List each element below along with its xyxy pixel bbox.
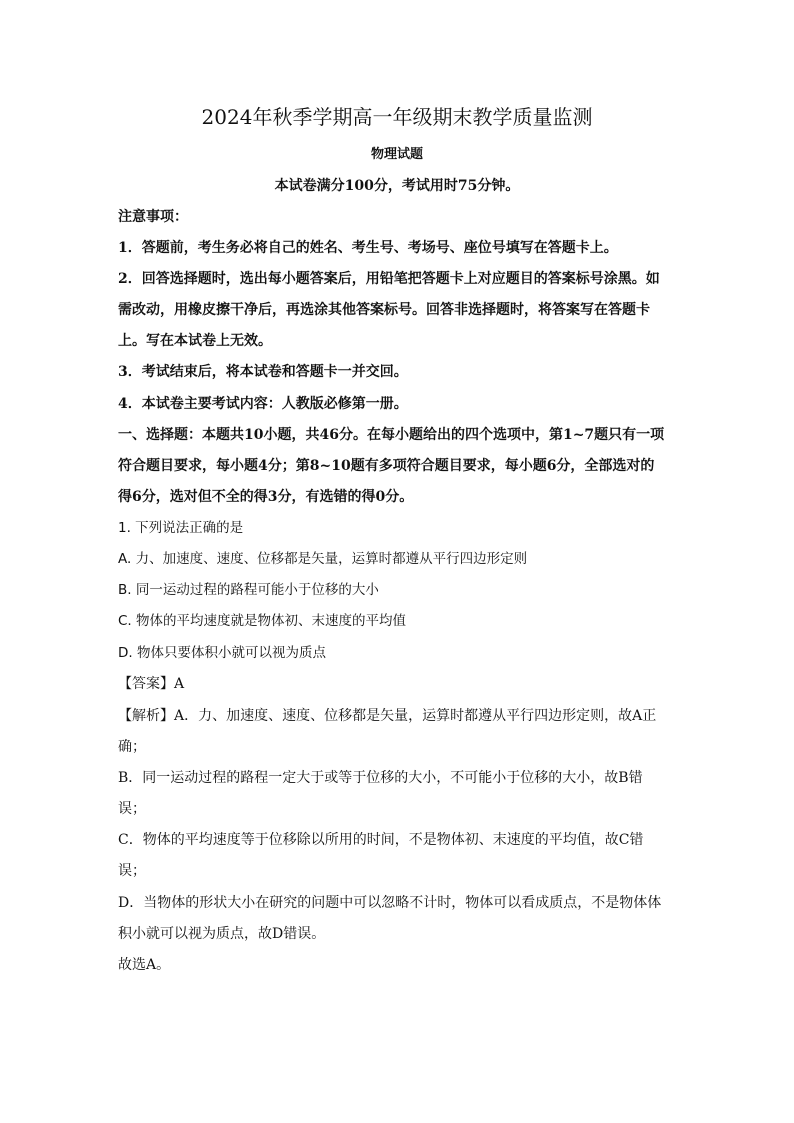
option-b: B. 同一运动过程的路程可能小于位移的大小 bbox=[118, 582, 379, 598]
analysis-b-line-1: B．同一运动过程的路程一定大于或等于位移的大小，不可能小于位移的大小，故B错 bbox=[118, 770, 643, 786]
section-instructions-line-3: 得6分，选对但不全的得3分，有选错的得0分。 bbox=[118, 489, 414, 505]
answer-tag: 【答案】 bbox=[118, 676, 174, 692]
note-item-2-line-2: 需改动，用橡皮擦干净后，再选涂其他答案标号。回答非选择题时，将答案写在答题卡 bbox=[118, 302, 650, 318]
analysis-a-line-1 bbox=[118, 706, 678, 726]
notes-heading: 注意事项： bbox=[118, 209, 188, 225]
page-title: 2024年秋季学期高一年级期末教学质量监测 bbox=[201, 105, 593, 129]
option-a: A. 力、加速度、速度、位移都是矢量，运算时都遵从平行四边形定则 bbox=[118, 551, 528, 567]
section-instructions-line-1: 一、选择题：本题共10小题，共46分。在每小题给出的四个选项中，第1~7题只有一项 bbox=[118, 427, 665, 443]
section-instructions-line-2: 符合题目要求，每小题4分；第8~10题有多项符合题目要求，每小题6分，全部选对的 bbox=[118, 458, 655, 474]
note-item-1: 1．答题前，考生务必将自己的姓名、考生号、考场号、座位号填写在答题卡上。 bbox=[118, 240, 618, 256]
option-c: C. 物体的平均速度就是物体初、末速度的平均值 bbox=[118, 613, 407, 629]
exam-info: 本试卷满分100分，考试用时75分钟。 bbox=[274, 178, 520, 194]
conclusion: 故选A。 bbox=[118, 957, 171, 973]
note-item-2-line-1: 2．回答选择题时，选出每小题答案后，用铅笔把答题卡上对应题目的答案标号涂黑。如 bbox=[118, 271, 660, 287]
analysis-d-line-1: D．当物体的形状大小在研究的问题中可以忽略不计时，物体可以看成质点，不是物体体 bbox=[118, 895, 662, 911]
analysis-tag: 【解析】 bbox=[118, 708, 174, 724]
note-item-2-line-3: 上。写在本试卷上无效。 bbox=[118, 333, 272, 349]
answer-line bbox=[118, 674, 678, 694]
analysis-a-text: A．力、加速度、速度、位移都是矢量，运算时都遵从平行四边形定则，故A正 bbox=[174, 708, 657, 724]
subject-title: 物理试题 bbox=[370, 147, 423, 162]
note-item-4: 4．本试卷主要考试内容：人教版必修第一册。 bbox=[118, 396, 408, 412]
answer-value: A bbox=[174, 676, 185, 692]
analysis-a-line-2: 确； bbox=[118, 739, 146, 755]
analysis-c-line-1: C．物体的平均速度等于位移除以所用的时间，不是物体初、末速度的平均值，故C错 bbox=[118, 832, 644, 848]
analysis-c-line-2: 误； bbox=[118, 863, 146, 879]
analysis-d-line-2: 积小就可以视为质点，故D错误。 bbox=[118, 926, 326, 942]
analysis-b-line-2: 误； bbox=[118, 801, 146, 817]
question-1-stem: 1. 下列说法正确的是 bbox=[118, 520, 244, 536]
note-item-3: 3．考试结束后，将本试卷和答题卡一并交回。 bbox=[118, 364, 408, 380]
option-d: D. 物体只要体积小就可以视为质点 bbox=[118, 645, 326, 661]
